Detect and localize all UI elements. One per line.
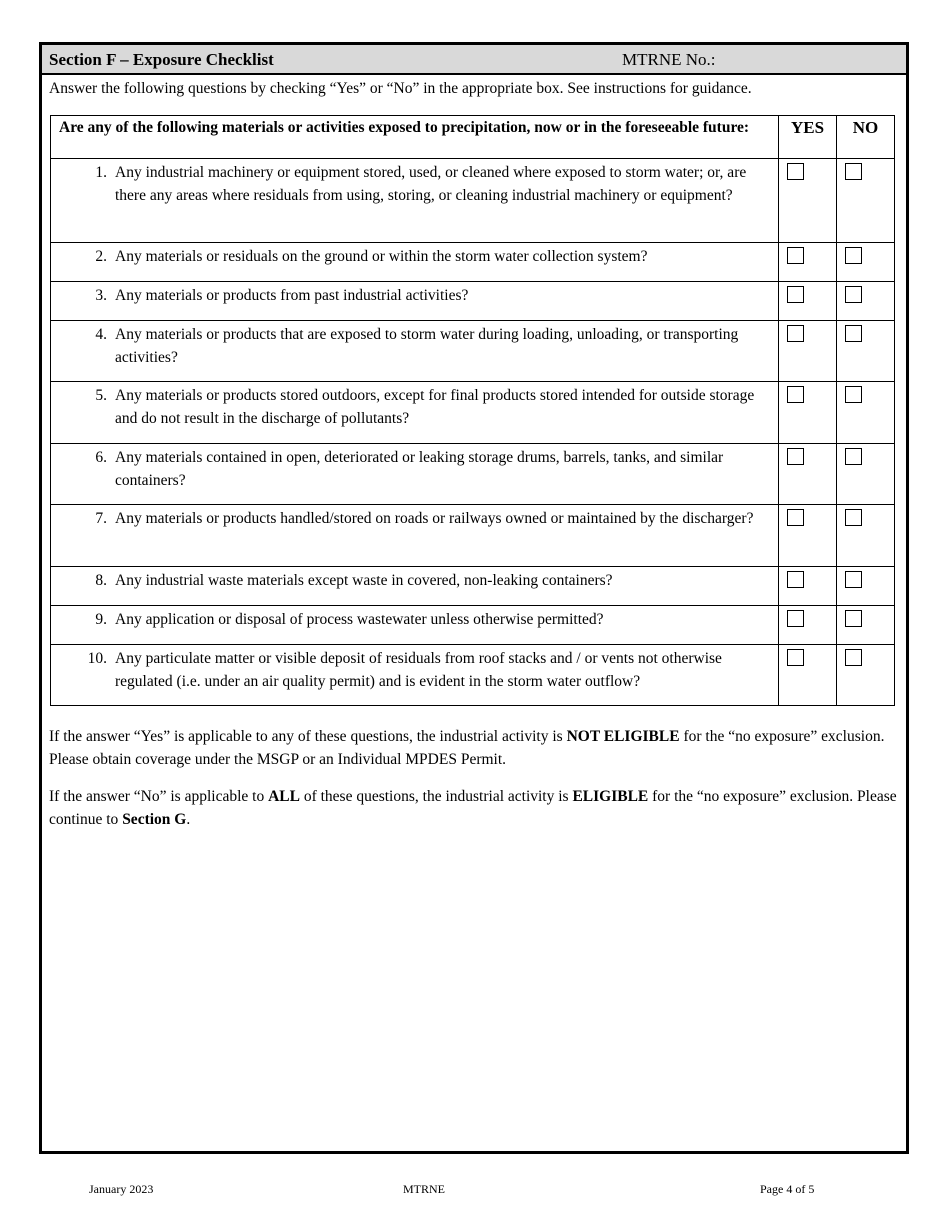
note-text: for the “no exposure” exclusion. Please obtain coverage under the MSGP or an Individual MPDES Permit.	[49, 728, 885, 768]
note-text: for the “no exposure” exclusion. Please continue to	[49, 788, 897, 828]
mtrne-number-label: MTRNE No.:	[622, 50, 716, 69]
question-text: Any industrial waste materials except waste in covered, non-leaking containers?	[115, 572, 613, 589]
yes-checkbox[interactable]	[787, 325, 804, 342]
all-text: ALL	[268, 788, 300, 805]
question-cell	[51, 645, 779, 706]
question-text: Any application or disposal of process wastewater unless otherwise permitted?	[115, 611, 604, 628]
no-checkbox[interactable]	[845, 247, 862, 264]
section-g-link-text: Section G	[122, 811, 187, 828]
checklist-row	[51, 444, 895, 505]
question-text: Any particulate matter or visible deposit of residuals from roof stacks and / or vents not otherwise regulated (i.e. under an air quality permit) and is evident in the storm water outflow?	[115, 650, 722, 690]
question-number: 2.	[95, 248, 107, 265]
no-cell	[837, 382, 895, 444]
note-text: If the answer “No” is applicable to	[49, 788, 269, 805]
question-number: 4.	[95, 326, 107, 343]
yes-cell	[779, 382, 837, 444]
question-cell	[51, 606, 779, 645]
yes-checkbox[interactable]	[787, 610, 804, 627]
question-text: Any materials or products stored outdoors, except for final products stored intended for outside storage and do not result in the discharge of pollutants?	[115, 387, 755, 427]
question-number: 10.	[87, 650, 107, 667]
no-cell	[837, 282, 895, 321]
question-number: 1.	[95, 164, 107, 181]
table-header-row	[51, 116, 895, 159]
question-number: 9.	[95, 611, 107, 628]
yes-checkbox[interactable]	[787, 386, 804, 403]
yes-checkbox[interactable]	[787, 448, 804, 465]
instructions-text: Answer the following questions by checking “Yes” or “No” in the appropriate box. See instructions for guidance.	[49, 80, 752, 97]
footer-date: January 2023	[89, 1182, 154, 1196]
checklist-row	[51, 159, 895, 243]
note-text: of these questions, the industrial activity is	[299, 788, 573, 805]
yes-cell	[779, 567, 837, 606]
no-cell	[837, 567, 895, 606]
no-column-header: NO	[837, 116, 895, 159]
no-cell	[837, 243, 895, 282]
no-checkbox[interactable]	[845, 571, 862, 588]
checklist-row	[51, 645, 895, 706]
not-eligible-note	[49, 725, 904, 771]
yes-cell	[779, 444, 837, 505]
question-cell	[51, 444, 779, 505]
question-cell	[51, 382, 779, 444]
eligible-text: ELIGIBLE	[572, 788, 649, 805]
exposure-checklist-table	[50, 115, 895, 706]
eligible-note	[49, 785, 904, 831]
checklist-row	[51, 606, 895, 645]
no-checkbox[interactable]	[845, 509, 862, 526]
yes-column-header: YES	[779, 116, 837, 159]
no-checkbox[interactable]	[845, 163, 862, 180]
question-cell	[51, 567, 779, 606]
question-cell	[51, 505, 779, 567]
no-checkbox[interactable]	[845, 325, 862, 342]
yes-cell	[779, 321, 837, 382]
yes-cell	[779, 159, 837, 243]
question-text: Any materials or products handled/stored on roads or railways owned or maintained by the discharger?	[115, 510, 754, 527]
question-text: Any materials contained in open, deteriorated or leaking storage drums, barrels, tanks, and similar containers?	[115, 449, 724, 489]
yes-cell	[779, 645, 837, 706]
yes-cell	[779, 505, 837, 567]
form-frame	[39, 42, 909, 1154]
not-eligible-text: NOT ELIGIBLE	[566, 728, 680, 745]
no-cell	[837, 321, 895, 382]
question-number: 6.	[95, 449, 107, 466]
question-cell	[51, 243, 779, 282]
section-title: Section F – Exposure Checklist	[49, 50, 274, 69]
yes-checkbox[interactable]	[787, 509, 804, 526]
no-cell	[837, 606, 895, 645]
question-cell	[51, 159, 779, 243]
question-text: Any materials or residuals on the ground or within the storm water collection system?	[115, 248, 648, 265]
checklist-row	[51, 321, 895, 382]
section-header	[42, 45, 906, 75]
no-checkbox[interactable]	[845, 610, 862, 627]
question-text: Any industrial machinery or equipment stored, used, or cleaned where exposed to storm water; or, are there any areas where residuals from using, storing, or cleaning industrial machinery or equipment?	[115, 164, 747, 204]
question-number: 5.	[95, 387, 107, 404]
no-checkbox[interactable]	[845, 386, 862, 403]
yes-checkbox[interactable]	[787, 286, 804, 303]
footer-form-name: MTRNE	[403, 1182, 445, 1196]
no-cell	[837, 645, 895, 706]
question-cell	[51, 282, 779, 321]
yes-checkbox[interactable]	[787, 649, 804, 666]
checklist-row	[51, 243, 895, 282]
checklist-row	[51, 282, 895, 321]
checklist-row	[51, 567, 895, 606]
checklist-row	[51, 382, 895, 444]
no-cell	[837, 505, 895, 567]
question-cell	[51, 321, 779, 382]
question-number: 8.	[95, 572, 107, 589]
header-question: Are any of the following materials or activities exposed to precipitation, now or in the foreseeable future:	[51, 116, 779, 159]
no-checkbox[interactable]	[845, 649, 862, 666]
no-checkbox[interactable]	[845, 448, 862, 465]
yes-cell	[779, 606, 837, 645]
footer-page-number: Page 4 of 5	[760, 1182, 815, 1196]
question-number: 7.	[95, 510, 107, 527]
yes-cell	[779, 243, 837, 282]
question-text: Any materials or products that are exposed to storm water during loading, unloading, or transporting activities?	[115, 326, 739, 366]
note-text: If the answer “Yes” is applicable to any of these questions, the industrial activity is	[49, 728, 567, 745]
no-checkbox[interactable]	[845, 286, 862, 303]
no-cell	[837, 159, 895, 243]
yes-checkbox[interactable]	[787, 571, 804, 588]
question-number: 3.	[95, 287, 107, 304]
checklist-row	[51, 505, 895, 567]
yes-checkbox[interactable]	[787, 163, 804, 180]
no-cell	[837, 444, 895, 505]
question-text: Any materials or products from past industrial activities?	[115, 287, 469, 304]
note-text: .	[186, 811, 191, 828]
yes-cell	[779, 282, 837, 321]
yes-checkbox[interactable]	[787, 247, 804, 264]
